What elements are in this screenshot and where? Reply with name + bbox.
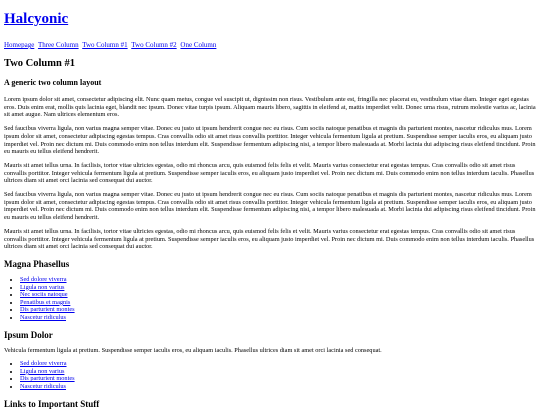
ipsum-dolor-heading: Ipsum Dolor xyxy=(4,329,53,340)
list-item xyxy=(20,306,536,314)
nav-link-one-column[interactable]: One Column xyxy=(180,41,217,49)
list-link[interactable]: Nascetur ridiculus xyxy=(20,383,66,390)
list-item xyxy=(20,276,536,284)
list-link[interactable]: Nec sociis natoque xyxy=(20,291,68,299)
body-paragraph: Mauris sit amet tellus urna. In facilisis, tortor vitae ultricies egestas, odio mi rhoncus arcu, quis euismod felis felis et velit. Mauris varius consectetur erat egestas tempus. Cras convallis odio sit amet risus convallis porttitor. Integer vehicula fermentum ligula at pretium. Suspendisse semper iaculis eros, eu aliquam justo imperdiet vel. Proin nec dictum mi. Duis commodo enim non tellus interdum iaculis. Phasellus ultrices diam sit amet orci lacinia sed consequat dui auctor. xyxy=(4,161,535,185)
nav-link-two-column-2[interactable]: Two Column #2 xyxy=(131,41,177,49)
page-title: Two Column #1 xyxy=(4,58,75,69)
ipsum-dolor-list xyxy=(4,360,536,390)
site-title-link[interactable]: Halcyonic xyxy=(4,11,69,27)
nav-link-three-column[interactable]: Three Column xyxy=(37,41,79,49)
nav-link-homepage[interactable]: Homepage xyxy=(4,41,35,49)
list-item xyxy=(20,291,536,299)
list-item xyxy=(20,284,536,292)
list-link[interactable]: Ligula non varius xyxy=(20,367,65,375)
list-item xyxy=(20,383,536,391)
list-link[interactable]: Nascetur ridiculus xyxy=(20,313,66,321)
magna-phasellus-list xyxy=(4,276,536,322)
magna-phasellus-heading: Magna Phasellus xyxy=(4,258,70,269)
site-title xyxy=(4,10,536,28)
body-paragraph: Sed faucibus viverra ligula, non varius magna semper vitae. Donec eu justo ut ipsum hendrerit congue nec eu risus. Cum sociis natoque penatibus et magnis dis parturient montes, nascetur ridiculus mus. Lorem ipsum dolor sit amet, consectetur adipiscing egestas tempus. Cras convallis odio sit amet risus convallis porttitor. Integer vehicula fermentum ligula at pretium. Suspendisse semper iaculis eros, eu aliquam justo imperdiet vel. Proin nec dictum mi. Duis commodo enim non tellus interdum elit. Suspendisse fermentum adipiscing nisi, a tempor libero malesuada at. Morbi lacinia dui adipiscing risus eleifend tincidunt. Proin eu mauris eu tellus eleifend hendrerit. xyxy=(4,191,536,222)
list-item xyxy=(20,299,536,307)
list-link[interactable]: Penatibus et magnis xyxy=(20,298,71,306)
top-nav xyxy=(4,40,536,50)
body-paragraph: Mauris sit amet tellus urna. In facilisis, tortor vitae ultricies egestas, odio mi rhoncus arcu, quis euismod felis felis et velit. Mauris varius consectetur erat egestas tempus. Cras convallis odio sit amet risus convallis porttitor. Integer vehicula fermentum ligula at pretium. Suspendisse semper iaculis eros, eu aliquam justo imperdiet vel. Proin nec dictum mi. Duis commodo enim non tellus interdum iaculis. Phasellus ultrices diam sit amet orci lacinia sed consequat dui auctor. xyxy=(4,227,535,251)
list-item xyxy=(20,368,536,376)
list-link[interactable]: Sed dolore viverra xyxy=(20,360,67,368)
list-item xyxy=(20,314,536,322)
list-link[interactable]: Sed dolore viverra xyxy=(20,275,67,283)
body-paragraph: Sed faucibus viverra ligula, non varius magna semper vitae. Donec eu justo ut ipsum hendrerit congue nec eu risus. Cum sociis natoque penatibus et magnis dis parturient montes, nascetur ridiculus mus. Lorem ipsum dolor sit amet, consectetur adipiscing egestas tempus. Cras convallis odio sit amet risus convallis porttitor. Integer vehicula fermentum ligula at pretium. Suspendisse semper iaculis eros, eu aliquam justo imperdiet vel. Proin nec dictum mi. Duis commodo enim non tellus interdum elit. Suspendisse fermentum adipiscing nisi, a tempor libero malesuada at. Morbi lacinia dui adipiscing risus eleifend tincidunt. Proin eu mauris eu tellus eleifend hendrerit. xyxy=(4,125,536,156)
body-paragraph: Lorem ipsum dolor sit amet, consectetur adipiscing elit. Nunc quam metus, congue vel suscipit ut, dignissim non risus. Vestibulum ante est, fringilla nec placerat eu, vestibulum vitae diam. Integer eget egestas eros. Duis enim erat, mollis quis lacinia eget, blandit nec ipsum. Donec vitae turpis ipsum. Aliquam mauris libero, sagittis in eleifend at, mattis imperdiet velit. Donec urna risus, rutrum molestie varius ac, lacinia sit amet augue. Nam ultrices elementum eros. xyxy=(4,96,536,119)
nav-link-two-column-1[interactable]: Two Column #1 xyxy=(82,41,128,49)
ipsum-dolor-text: Vehicula fermentum ligula at pretium. Suspendisse semper iaculis eros, eu aliquam iaculis. Phasellus ultrices diam sit amet orci lacinia sed consequat. xyxy=(4,346,382,354)
page-subtitle: A generic two column layout xyxy=(4,78,102,87)
list-item xyxy=(20,375,536,383)
list-link[interactable]: Dis parturient montes xyxy=(20,375,75,383)
list-link[interactable]: Ligula non varius xyxy=(20,283,65,291)
list-link[interactable]: Dis parturient montes xyxy=(20,306,75,314)
list-item xyxy=(20,360,536,368)
links-heading: Links to Important Stuff xyxy=(4,398,100,409)
